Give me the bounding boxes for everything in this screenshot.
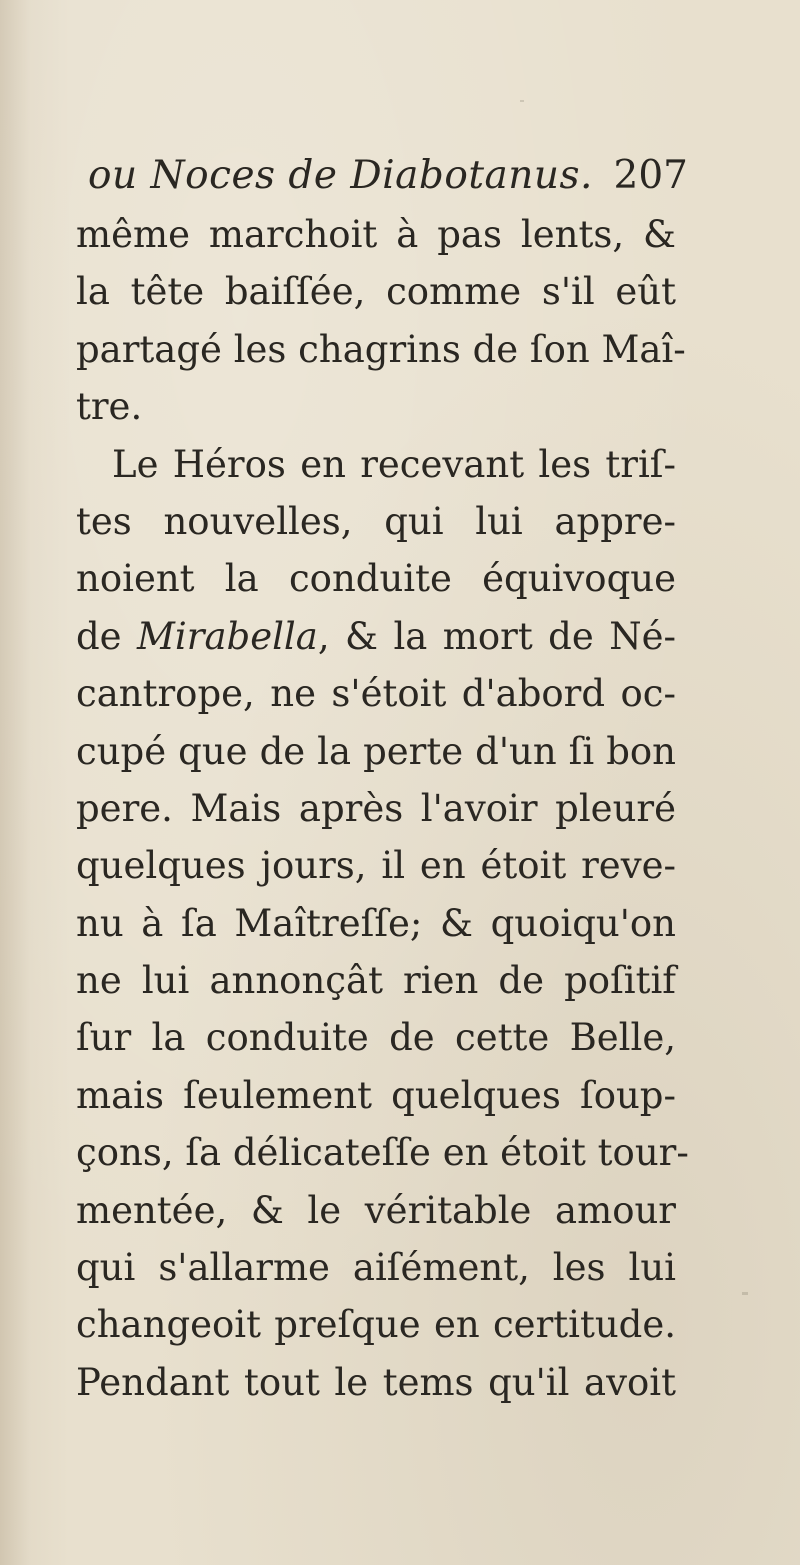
text-line: pere. Mais après l'avoir pleuré bbox=[76, 786, 676, 830]
text-line: même marchoit à pas lents, & bbox=[76, 213, 676, 256]
text-line: nu à ſa Maîtreſſe; & quoiqu'on bbox=[76, 901, 676, 945]
text-line: changeoit preſque en certitude. bbox=[76, 1303, 676, 1347]
text-line: ſur la conduite de cette Belle, bbox=[76, 1016, 676, 1060]
text-fragment: de bbox=[76, 614, 138, 658]
body-text bbox=[76, 206, 689, 1411]
text-line: noient la conduite équivoque bbox=[76, 557, 676, 601]
text-line: qui s'allarme aiſément, les lui bbox=[76, 1246, 676, 1290]
text-line: Pendant tout le tems qu'il avoit bbox=[76, 1360, 676, 1404]
text-line: partagé les chagrins de ſon Maî- bbox=[76, 327, 686, 371]
text-line: tre. bbox=[76, 385, 143, 429]
text-line: çons, ſa délicateſſe en étoit tour- bbox=[76, 1131, 689, 1175]
paragraph-start-line: Le Héros en recevant les triſ- bbox=[112, 442, 676, 486]
paper-speck bbox=[742, 1292, 748, 1295]
character-name-mirabella: Mirabella bbox=[137, 614, 318, 658]
text-line: mais ſeulement quelques ſoup- bbox=[76, 1073, 676, 1117]
page-number: 207 bbox=[613, 153, 688, 198]
text-line: cupé que de la perte d'un ſi bon bbox=[76, 729, 676, 773]
text-line: ne lui annonçât rien de poſitif bbox=[76, 959, 676, 1003]
paper-speck bbox=[520, 100, 524, 102]
text-line bbox=[76, 608, 676, 665]
text-line: la tête baiſſée, comme s'il eût bbox=[76, 270, 676, 314]
running-header bbox=[88, 150, 688, 202]
text-line: tes nouvelles, qui lui appre- bbox=[76, 499, 676, 543]
text-line: mentée, & le véritable amour bbox=[76, 1188, 676, 1232]
text-line: quelques jours, il en étoit reve- bbox=[76, 844, 676, 888]
running-title: ou Noces de Diabotanus. bbox=[88, 153, 593, 198]
text-line: cantrope, ne s'étoit d'abord oc- bbox=[76, 672, 676, 716]
text-fragment: , & la mort de Né- bbox=[317, 614, 676, 658]
